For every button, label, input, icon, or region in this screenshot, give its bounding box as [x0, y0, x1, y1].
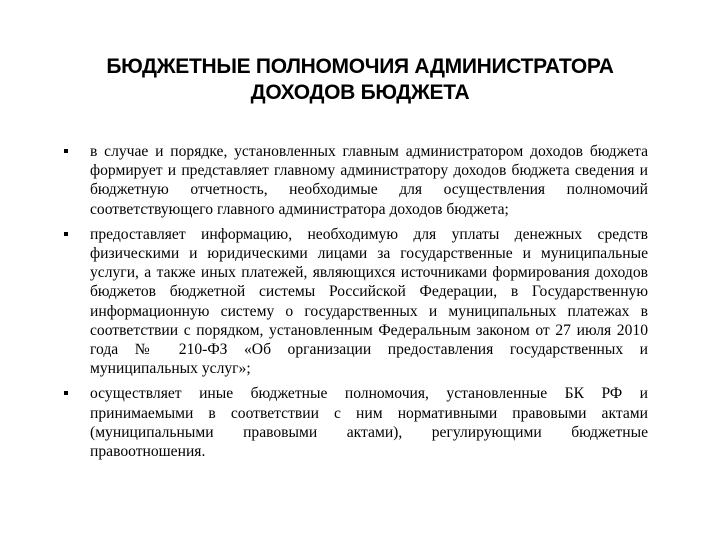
- slide-title-line: ДОХОДОВ БЮДЖЕТА: [250, 81, 470, 104]
- bullet-item: [58, 384, 648, 461]
- slide-title: [40, 54, 680, 106]
- bullet-icon: [64, 232, 68, 236]
- bullet-text: осуществляет иные бюджетные полномочия, установленные БК РФ и принимаемыми в соответствии с ним нормативными правовыми актами (муниципальными правовыми актами), регулирующими бюджетные правоотношения.: [90, 385, 648, 461]
- bullet-list: [58, 142, 648, 467]
- slide-title-line: БЮДЖЕТНЫЕ ПОЛНОМОЧИЯ АДМИНИСТРАТОРА: [106, 55, 614, 78]
- bullet-item: [58, 225, 648, 379]
- bullet-text: предоставляет информацию, необходимую для уплаты денежных средств физическими и юридическими лицами за государственные и муниципальные услуги, а также иных платежей, являющихся источниками формирования доходов бюджетов бюджетной системы Российской Федерации, в Государственную информационную систему о государственных и муниципальных платежах в соответствии с порядком, установленным Федеральным законом от 27 июля 2010 года № 210-ФЗ «Об организации предоставления государственных и муниципальных услуг»;: [90, 225, 648, 378]
- bullet-text: в случае и порядке, установленных главным администратором доходов бюджета формирует и представляет главному администратору доходов бюджета сведения и бюджетную отчетность, необходимые для осуществления полномочий соответствующего главного администратора доходов бюджета;: [90, 143, 648, 218]
- bullet-icon: [64, 149, 68, 153]
- bullet-icon: [64, 391, 68, 395]
- bullet-item: [58, 142, 648, 219]
